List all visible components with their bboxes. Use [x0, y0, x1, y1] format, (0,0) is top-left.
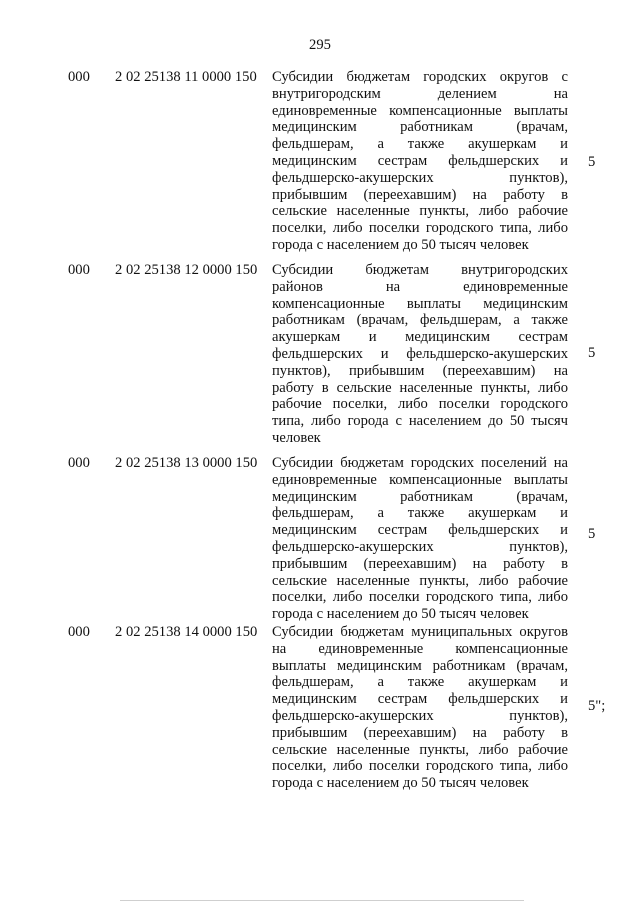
description-line: фельдшерских и фельдшерско-акушерских — [272, 345, 568, 362]
description-line: сельские населенные пункты, либо рабочие — [272, 203, 568, 220]
description-line: медицинским работникам (врачам, — [272, 488, 568, 505]
row-value: 5 — [588, 526, 596, 542]
description-line: сельские населенные пункты, либо рабочие — [272, 572, 568, 589]
description-line: прибывшим (переехавшим) на работу в — [272, 555, 568, 572]
description-line: Субсидии бюджетам городских округов с — [272, 69, 568, 85]
description-line: города с населением до 50 тысяч человек — [272, 236, 529, 253]
bottom-scan-edge — [120, 900, 524, 901]
description-line: поселки, либо поселки городского типа, либо — [272, 220, 568, 237]
row-value: 5 — [588, 154, 596, 170]
description-line: фельдшерам, а также акушеркам и — [272, 505, 568, 522]
description-line: на единовременные компенсационные — [272, 640, 568, 657]
description-line: работу в сельские населенные пункты, либо — [272, 379, 568, 396]
row-number: 000 — [68, 624, 90, 640]
row-description — [272, 69, 568, 254]
description-line: прибывшим (переехавшим) на работу в — [272, 724, 568, 741]
description-line: человек — [272, 429, 321, 446]
description-line: акушеркам и медицинским сестрам — [272, 329, 568, 346]
row-description — [272, 262, 568, 447]
description-line: единовременные компенсационные выплаты — [272, 471, 568, 488]
classification-code: 2 02 25138 13 0000 150 — [115, 455, 258, 471]
description-line: фельдшерско-акушерских пунктов), — [272, 707, 568, 724]
row-description — [272, 455, 568, 623]
description-line: поселки, либо поселки городского типа, либо — [272, 589, 568, 606]
page-number: 295 — [309, 37, 331, 53]
description-line: медицинским сестрам фельдшерских и — [272, 152, 568, 169]
description-line: единовременные компенсационные выплаты — [272, 102, 568, 119]
description-line: компенсационные выплаты медицинским — [272, 295, 568, 312]
description-line: выплаты медицинским работникам (врачам, — [272, 657, 568, 674]
description-line: типа, либо города с населением до 50 тысяч — [272, 413, 568, 430]
description-line: работникам (врачам, фельдшерам, а также — [272, 312, 568, 329]
description-line: Субсидии бюджетам муниципальных округов — [272, 624, 568, 640]
description-line: сельские населенные пункты, либо рабочие — [272, 741, 568, 758]
description-line: медицинским сестрам фельдшерских и — [272, 522, 568, 539]
description-line: поселки, либо поселки городского типа, либо — [272, 758, 568, 775]
description-line: фельдшерско-акушерских пунктов), — [272, 538, 568, 555]
description-line: города с населением до 50 тысяч человек — [272, 775, 529, 792]
description-line: фельдшерам, а также акушеркам и — [272, 136, 568, 153]
description-line: Субсидии бюджетам городских поселений на — [272, 455, 568, 471]
row-number: 000 — [68, 262, 90, 278]
description-line: районов на единовременные — [272, 278, 568, 295]
description-line: города с населением до 50 тысяч человек — [272, 606, 529, 623]
row-description — [272, 624, 568, 792]
description-line: внутригородским делением на — [272, 85, 568, 102]
description-line: фельдшерам, а также акушеркам и — [272, 674, 568, 691]
classification-code: 2 02 25138 12 0000 150 — [115, 262, 258, 278]
row-number: 000 — [68, 69, 90, 85]
description-line: прибывшим (переехавшим) на работу в — [272, 186, 568, 203]
row-value: 5 — [588, 345, 596, 361]
classification-code: 2 02 25138 11 0000 150 — [115, 69, 257, 85]
description-line: рабочие поселки, либо поселки городского — [272, 396, 568, 413]
description-line: пунктов), прибывшим (переехавшим) на — [272, 362, 568, 379]
row-value: 5"; — [588, 698, 606, 714]
description-line: Субсидии бюджетам внутригородских — [272, 262, 568, 278]
row-number: 000 — [68, 455, 90, 471]
description-line: медицинским сестрам фельдшерских и — [272, 691, 568, 708]
classification-code: 2 02 25138 14 0000 150 — [115, 624, 258, 640]
description-line: медицинским работникам (врачам, — [272, 119, 568, 136]
description-line: фельдшерско-акушерских пунктов), — [272, 169, 568, 186]
